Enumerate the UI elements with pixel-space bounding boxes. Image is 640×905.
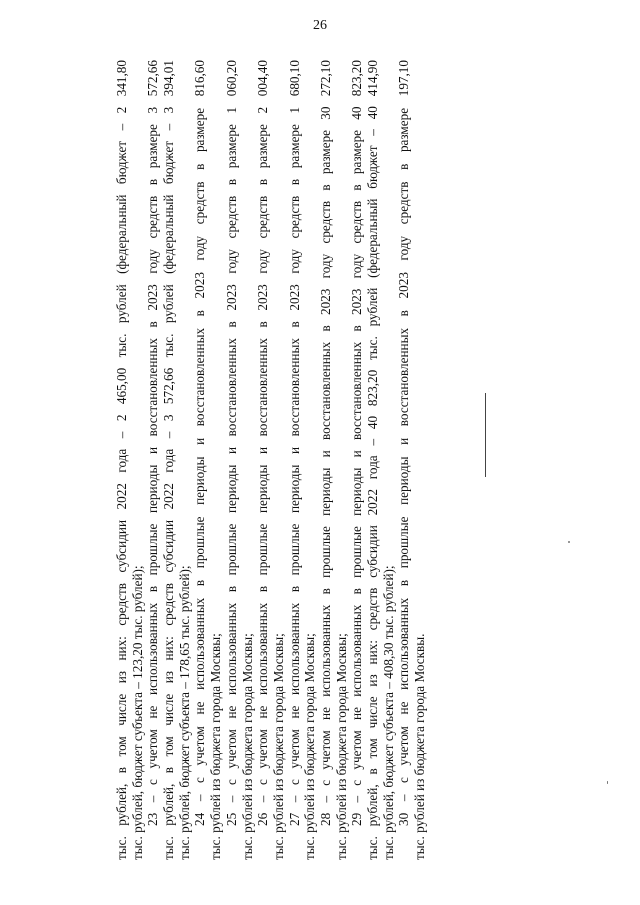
text-line: 25 – с учетом не использованных в прошлые периоды и восстановленных в 2023 году средств в размере 1 060,20: [223, 60, 239, 826]
text-line: 28 – с учетом не использованных в прошлые периоды и восстановленных в 2023 году средств в размере 30 272,10: [317, 60, 333, 826]
text-line: 30 – с учетом не использованных в прошлые периоды и восстановленных в 2023 году средств в размере 197,10: [396, 60, 412, 826]
text-line: тыс. рублей из бюджета города Москвы;: [302, 633, 318, 860]
text-line: тыс. рублей из бюджета города Москвы;: [208, 633, 224, 860]
text-line: тыс. рублей из бюджета города Москвы;: [333, 633, 349, 860]
text-line: тыс. рублей из бюджета города Москвы;: [239, 633, 255, 860]
scan-speck: [568, 541, 570, 543]
text-line: тыс. рублей из бюджета города Москвы;: [270, 633, 286, 860]
text-line: 27 – с учетом не использованных в прошлые периоды и восстановленных в 2023 году средств в размере 1 680,10: [286, 60, 302, 826]
text-line: 23 – с учетом не использованных в прошлые периоды и восстановленных в 2023 году средств в размере 3 572,66: [145, 60, 161, 826]
separator-line: [485, 393, 486, 477]
text-line: 26 – с учетом не использованных в прошлые периоды и восстановленных в 2023 году средств в размере 2 004,40: [255, 60, 271, 826]
text-line: тыс. рублей из бюджета города Москвы.: [412, 633, 428, 860]
text-line: тыс. рублей, бюджет субъекта – 408,30 тыс. рублей);: [380, 565, 396, 860]
text-line: тыс. рублей, в том числе из них: средств субсидии 2022 года – 2 465,00 тыс. рублей (федеральный бюджет – 2 341,80: [114, 60, 129, 860]
page-number: 26: [313, 18, 327, 33]
rotated-text-block: [114, 60, 428, 860]
text-line: тыс. рублей, бюджет субъекта – 178,65 тыс. рублей);: [176, 565, 192, 860]
text-line: 24 – с учетом не использованных в прошлые периоды и восстановленных в 2023 году средств в размере 816,60: [192, 60, 208, 826]
text-line: 29 – с учетом не использованных в прошлые периоды и восстановленных в 2023 году средств в размере 40 823,20: [349, 60, 365, 826]
scan-speck: [607, 781, 608, 784]
text-line: тыс. рублей, в том числе из них: средств субсидии 2022 года – 3 572,66 тыс. рублей (федеральный бюджет – 3 394,01: [161, 60, 177, 860]
text-line: тыс. рублей, бюджет субъекта – 123,20 тыс. рублей);: [129, 565, 145, 860]
text-line: тыс. рублей, в том числе из них: средств субсидии 2022 года – 40 823,20 тыс. рублей (федеральный бюджет – 40 414,90: [365, 60, 380, 860]
